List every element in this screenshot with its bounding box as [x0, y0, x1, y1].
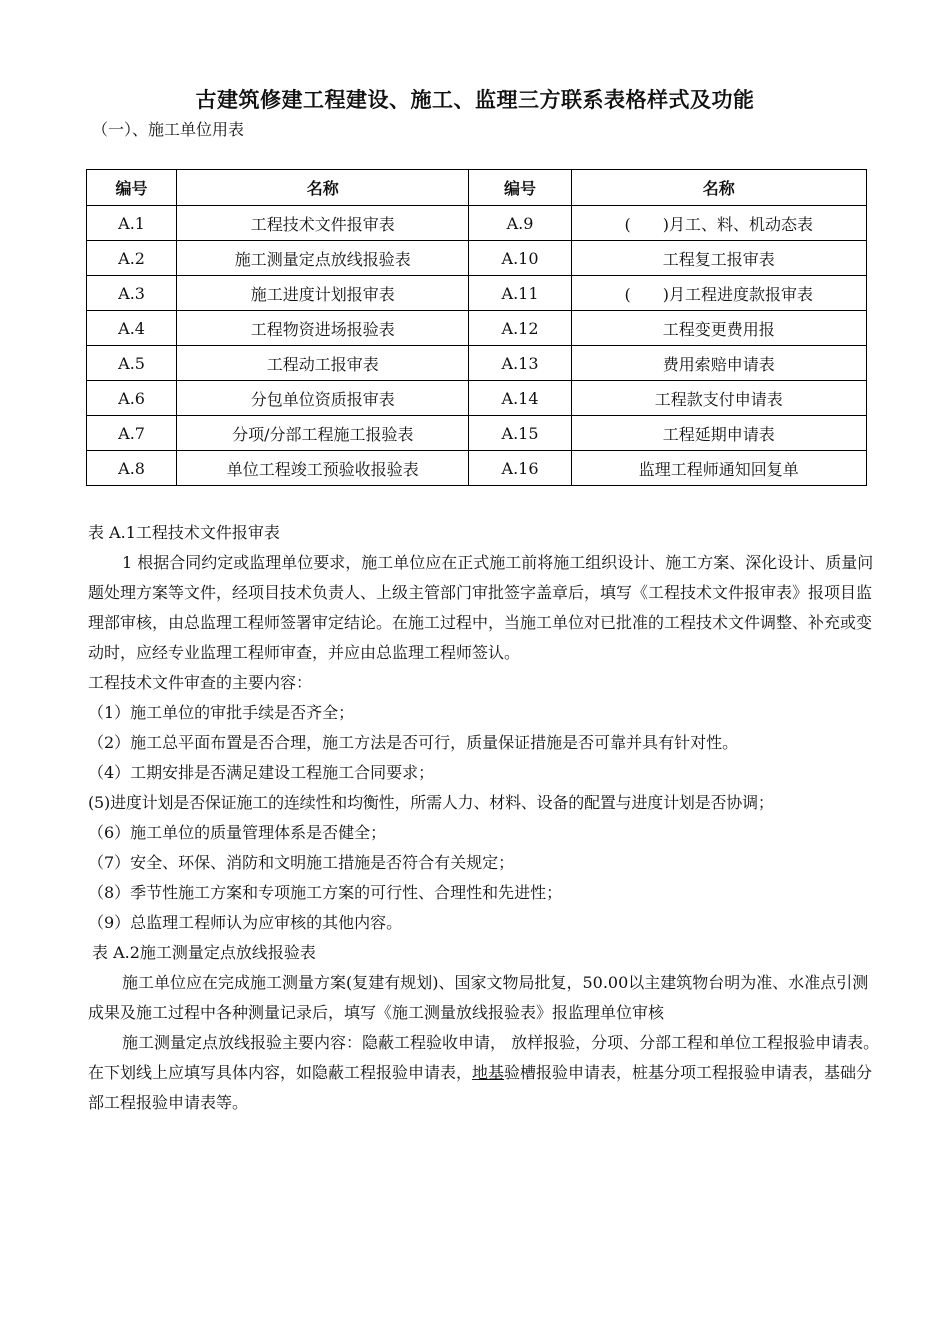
name-cell: 工程动工报审表	[177, 346, 469, 381]
code-cell: A.8	[87, 451, 177, 486]
code-cell: A.2	[87, 241, 177, 276]
table-a2-caption: 表 A.2施工测量定点放线报验表	[92, 943, 316, 962]
code-cell: A.11	[469, 276, 571, 311]
a2-text-after: 验槽报验申请表，桩基分项工程报验申请表，基础分部工程报验申请表等。	[88, 1063, 873, 1112]
review-heading: 工程技术文件审查的主要内容：	[88, 673, 313, 692]
a2-text-before: 施工测量定点放线报验主要内容：隐蔽工程验收申请， 放样报验，分项、分部工程和单位工程报验申请表。在下划线上应填写具体内容，如隐蔽工程报验申请表，	[88, 1033, 880, 1082]
table-row	[87, 346, 867, 381]
document-body	[88, 518, 880, 1118]
name-cell: 分包单位资质报审表	[177, 381, 469, 416]
underlined-term: 地基	[472, 1063, 505, 1082]
code-cell: A.16	[469, 451, 571, 486]
name-cell: 单位工程竣工预验收报验表	[177, 451, 469, 486]
name-cell: 工程款支付申请表	[571, 381, 866, 416]
table-row	[87, 276, 867, 311]
code-cell: A.15	[469, 416, 571, 451]
review-item: （4）工期安排是否满足建设工程施工合同要求；	[88, 763, 435, 782]
table-row	[87, 241, 867, 276]
a2-paragraph-2	[88, 1028, 880, 1118]
code-cell: A.12	[469, 311, 571, 346]
header-name-right: 名称	[571, 170, 866, 206]
name-cell: 工程技术文件报审表	[177, 206, 469, 241]
review-item: （6）施工单位的质量管理体系是否健全；	[88, 823, 387, 842]
a2-paragraph: 施工单位应在完成施工测量方案(复建有规划)、国家文物局批复，50.00以主建筑物台明为准、水准点引测成果及施工过程中各种测量记录后，填写《施工测量放线报验表》报监理单位审核	[88, 973, 869, 1022]
header-name-left: 名称	[177, 170, 469, 206]
table-header-row	[87, 170, 867, 206]
name-cell: 费用索赔申请表	[571, 346, 866, 381]
review-item: （2）施工总平面布置是否合理，施工方法是否可行，质量保证措施是否可靠并具有针对性。	[88, 733, 739, 752]
code-cell: A.3	[87, 276, 177, 311]
table-row	[87, 381, 867, 416]
code-cell: A.14	[469, 381, 571, 416]
table-a1-caption: 表 A.1工程技术文件报审表	[88, 523, 280, 542]
table-row	[87, 311, 867, 346]
section-subtitle: （一）、施工单位用表	[92, 120, 245, 139]
review-item: （1）施工单位的审批手续是否齐全；	[88, 703, 355, 722]
review-item: （7）安全、环保、消防和文明施工措施是否符合有关规定；	[88, 853, 515, 872]
name-cell: 工程变更费用报	[571, 311, 866, 346]
table-row	[87, 206, 867, 241]
name-cell: 监理工程师通知回复单	[571, 451, 866, 486]
a1-paragraph: 1 根据合同约定或监理单位要求，施工单位应在正式施工前将施工组织设计、施工方案、深化设计、质量问题处理方案等文件，经项目技术负责人、上级主管部门审批签字盖章后，填写《工程技术文件报审表》报项目监理部审核，由总监理工程师签署审定结论。在施工过程中，当施工单位对已批准的工程技术文件调整、补充或变动时，应经专业监理工程师审查，并应由总监理工程师签认。	[88, 553, 874, 662]
review-item: （9）总监理工程师认为应审核的其他内容。	[88, 913, 403, 932]
table-row	[87, 451, 867, 486]
name-cell: 施工测量定点放线报验表	[177, 241, 469, 276]
name-cell: 分项/分部工程施工报验表	[177, 416, 469, 451]
code-cell: A.4	[87, 311, 177, 346]
name-cell: 工程物资进场报验表	[177, 311, 469, 346]
code-cell: A.5	[87, 346, 177, 381]
code-cell: A.13	[469, 346, 571, 381]
table-row	[87, 416, 867, 451]
review-item: （8）季节性施工方案和专项施工方案的可行性、合理性和先进性；	[88, 883, 563, 902]
name-cell: ( )月工、料、机动态表	[571, 206, 866, 241]
name-cell: ( )月工程进度款报审表	[571, 276, 866, 311]
name-cell: 工程复工报审表	[571, 241, 866, 276]
name-cell: 施工进度计划报审表	[177, 276, 469, 311]
review-item: (5)进度计划是否保证施工的连续性和均衡性，所需人力、材料、设备的配置与进度计划是否协调；	[88, 793, 774, 812]
code-cell: A.9	[469, 206, 571, 241]
header-code-left: 编号	[87, 170, 177, 206]
name-cell: 工程延期申请表	[571, 416, 866, 451]
code-cell: A.7	[87, 416, 177, 451]
page-title: 古建筑修建工程建设、施工、监理三方联系表格样式及功能	[195, 87, 755, 112]
code-cell: A.10	[469, 241, 571, 276]
code-cell: A.1	[87, 206, 177, 241]
header-code-right: 编号	[469, 170, 571, 206]
code-cell: A.6	[87, 381, 177, 416]
form-code-table	[86, 169, 867, 486]
